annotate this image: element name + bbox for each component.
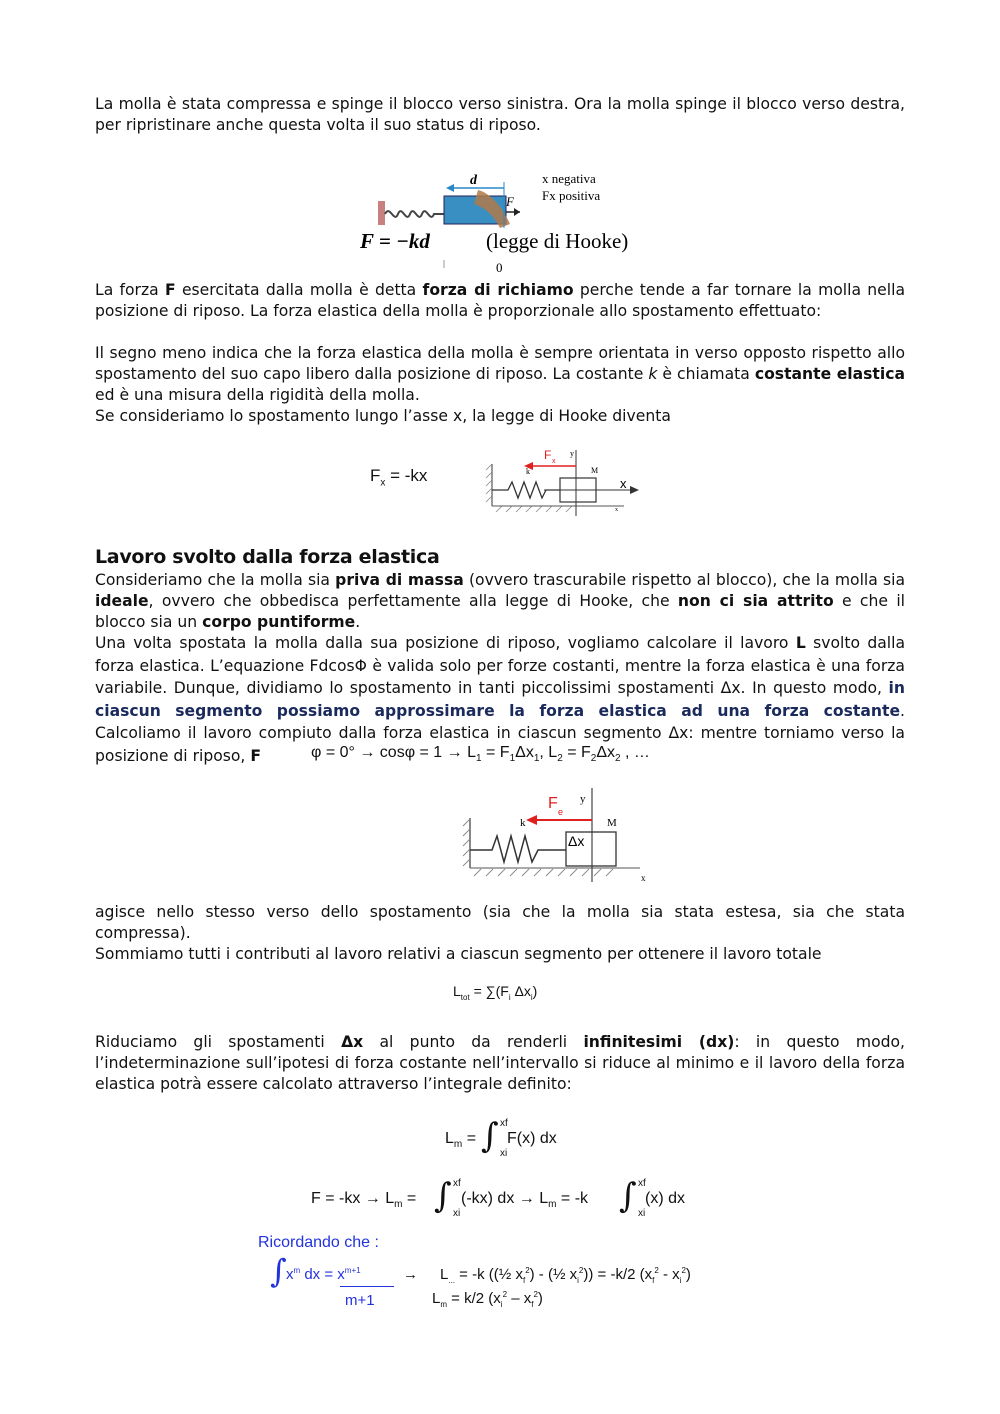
result-equation-2: $L_m = k/2$ $(x_i^2 - x_f^2)$ (432, 1290, 543, 1309)
x-axis-arrow-icon (630, 486, 639, 494)
svg-text:k: k (526, 467, 530, 476)
spring-block-figure-1 (484, 444, 644, 516)
paragraph-intro: La molla è stata compressa e spinge il blocco verso sinistra. Ora la molla spinge il blocco verso destra, per ripristinare anche questa volta il suo status di riposo. (95, 95, 905, 134)
phi-equation: $\varphi = 0^\circ \to \cos\varphi = 1 \to L_1 = F_1\Delta x_1$, $L_2 = F_2\Delta x_2$ , … (311, 744, 650, 765)
spring-block-figure-2 (460, 784, 660, 884)
hooke-formula: F = −kd (360, 229, 430, 253)
hooke-x-formula: $F_x = -kx$ (370, 466, 428, 489)
wall-icon (378, 201, 385, 225)
svg-text:k: k (520, 817, 526, 829)
recall-formula: ∫ $x^m$ dx = $x^{m+1}$ m+1 (270, 1256, 400, 1316)
svg-text:Δx: Δx (568, 833, 585, 849)
paragraph-infinitesimi: Riduciamo gli spostamenti Δx al punto da renderli infinitesimi (dx): in questo modo, l’indeterminazione sull’ipotesi di forza costante nell’intervallo si riduce al minimo e il lavoro della forza elastica potrà essere calcolato attraverso l’integrale definito: (95, 1033, 906, 1093)
paragraph-segno-meno: Il segno meno indica che la forza elastica della molla è sempre orientata in verso opposto rispetto allo spostamento del suo capo libero dalla posizione di riposo. La costante k è chiamata costante elastica ed è una misura della rigidità della molla. (95, 344, 905, 404)
x-negativa-note: x negativa (542, 171, 596, 186)
paragraph-sommiamo: Sommiamo tutti i contributi al lavoro relativi a ciascun segmento per ottenere il lavoro totale (95, 945, 822, 963)
spring-icon (470, 836, 566, 862)
svg-text:F: F (548, 795, 558, 812)
integral-equation-2: $F = -kx \to L_m$ = ∫ xf xi (-kx) dx → $L_m = -k$ ∫ xf xi (x) dx (311, 1176, 685, 1219)
spring-icon (385, 211, 444, 217)
zero-label: 0 (496, 260, 503, 275)
svg-text:F: F (544, 448, 552, 462)
paragraph-ipotesi: Consideriamo che la molla sia priva di massa (ovvero trascurabile rispetto al blocco), che la molla sia ideale, ovvero che obbedisca perfettamente alla legge di Hooke, che non ci sia attrito e che il blocco sia un corpo puntiforme. (95, 571, 906, 631)
svg-text:y: y (570, 449, 574, 458)
svg-text:e: e (558, 807, 564, 817)
paragraph-lavoro: Una volta spostata la molla dalla sua posizione di riposo, vogliamo calcolare il lavoro L svolto dalla forza elastica. L’equazione FdcosΦ è valida solo per forze costanti, mentre la forza elastica è una forza variabile. Dunque, dividiamo lo spostamento in tanti piccolissimi spostamenti Δx. In questo modo, in ciascun segmento possiamo approssimare la forza elastica ad una forza costante. Calcoliamo il lavoro compiuto dalla forza elastica in ciascun segmento Δx: mentre torniamo verso la posizione di riposo, F (95, 634, 906, 765)
force-arrow-icon (526, 815, 537, 825)
svg-text:x: x (641, 873, 646, 883)
result-equation-1: → $L_{...} = -k$ ((½ $x_f^2$) - (½ $x_i^2)) = -k/2$ $(x_f^2 - x_i^2)$ (403, 1266, 691, 1285)
svg-text:x: x (620, 476, 627, 491)
paragraph-forza-richiamo: La forza F esercitata dalla molla è detta forza di richiamo perche tende a far tornare la molla nella posizione di riposo. La forza elastica della molla è proporzionale allo spostamento effettuato: (95, 281, 905, 320)
ltot-equation: $L_{tot} = \sum(F_i$ $\Delta x_i$) (453, 983, 538, 1002)
fx-positiva-note: Fx positiva (542, 188, 601, 203)
section-heading: Lavoro svolto dalla forza elastica (95, 546, 440, 568)
paragraph-stesso-verso: agisce nello stesso verso dello spostamento (sia che la molla sia stata estesa, sia che stata compressa). (95, 903, 905, 942)
d-label: d (470, 173, 477, 188)
svg-text:x: x (552, 458, 556, 465)
integral-equation-1: $L_m$ = ∫ xf xi F(x) dx (445, 1116, 557, 1159)
recall-label: Ricordando che : (258, 1234, 379, 1251)
svg-text:M: M (607, 817, 617, 829)
paragraph-asse-x: Se consideriamo lo spostamento lungo l’asse x, la legge di Hooke diventa (95, 407, 671, 425)
svg-text:y: y (580, 793, 586, 805)
hooke-figure (360, 168, 660, 280)
svg-text:M: M (591, 466, 599, 475)
f-label: F (506, 194, 514, 209)
hooke-law-label: (legge di Hooke) (486, 229, 629, 253)
svg-text:x: x (615, 507, 618, 513)
